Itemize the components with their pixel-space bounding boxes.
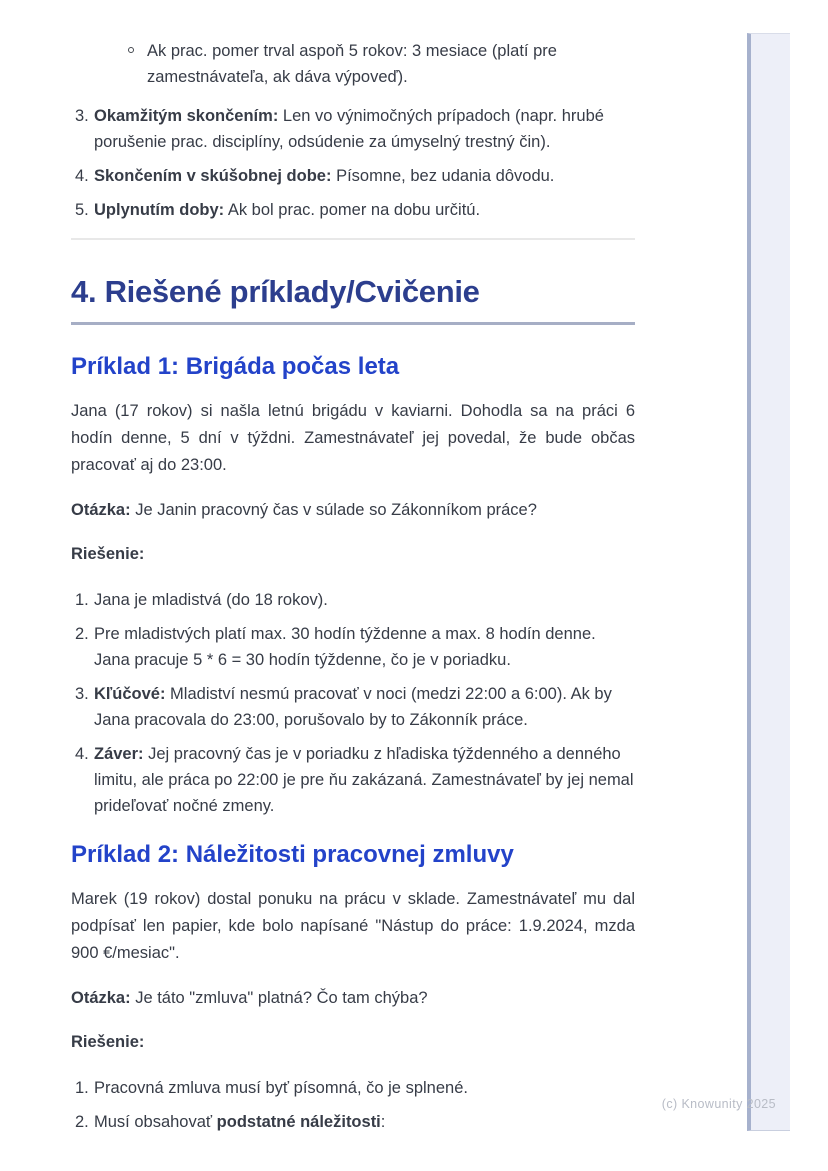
- list-item-text: Uplynutím doby: Ak bol prac. pomer na dobu určitú.: [94, 201, 481, 219]
- notice-period-sublist: [71, 38, 635, 90]
- question-text: Je Janin pracovný čas v súlade so Zákonníkom práce?: [130, 501, 537, 519]
- list-item-number: 1.: [75, 591, 89, 609]
- document-content: [71, 38, 635, 1135]
- example2-solution-label: [71, 1029, 635, 1056]
- list-item: [71, 621, 635, 673]
- section-heading: 4. Riešené príklady/Cvičenie: [71, 272, 635, 325]
- question-label: Otázka:: [71, 989, 131, 1007]
- solution-label: Riešenie:: [71, 545, 145, 563]
- example2-solution-steps: [71, 1075, 635, 1135]
- list-item-number: 4.: [75, 167, 89, 185]
- list-item-text: Pre mladistvých platí max. 30 hodín týždenne a max. 8 hodín denne. Jana pracuje 5 * 6 = 30 hodín týždenne, čo je v poriadku.: [94, 625, 596, 669]
- watermark: (c) Knowunity 2025: [661, 1097, 776, 1111]
- list-item-number: 5.: [75, 201, 89, 219]
- list-item: [71, 681, 635, 733]
- list-item-text: Pracovná zmluva musí byť písomná, čo je splnené.: [94, 1079, 468, 1097]
- question-label: Otázka:: [71, 501, 131, 519]
- list-item: [71, 103, 635, 155]
- list-item-text: Musí obsahovať podstatné náležitosti:: [94, 1113, 386, 1131]
- next-page-edge[interactable]: [747, 33, 790, 1131]
- list-item-text: Záver: Jej pracovný čas je v poriadku z hľadiska týždenného a denného limitu, ale práca po 22:00 je pre ňu zakázaná. Zamestnávateľ by jej nemal prideľovať nočné zmeny.: [94, 745, 634, 815]
- list-item: [71, 741, 635, 819]
- list-item-number: 4.: [75, 745, 89, 763]
- section-divider: [71, 238, 635, 240]
- list-item-text: Skončením v skúšobnej dobe: Písomne, bez udania dôvodu.: [94, 167, 555, 185]
- list-item: [71, 197, 635, 223]
- circle-bullet-icon: [128, 47, 134, 53]
- list-item-number: 3.: [75, 685, 89, 703]
- list-item-number: 2.: [75, 625, 89, 643]
- example1-solution-steps: [71, 587, 635, 819]
- list-item: [71, 1109, 635, 1135]
- example2-paragraph: Marek (19 rokov) dostal ponuku na prácu v sklade. Zamestnávateľ mu dal podpísať len papier, kde bolo napísané "Nástup do práce: 1.9.2024, mzda 900 €/mesiac".: [71, 890, 635, 962]
- question-text: Je táto "zmluva" platná? Čo tam chýba?: [130, 989, 428, 1007]
- list-item: [71, 38, 635, 90]
- list-item-number: 2.: [75, 1113, 89, 1131]
- example1-heading: Príklad 1: Brigáda počas leta: [71, 353, 400, 380]
- list-item-text: Ak prac. pomer trval aspoň 5 rokov: 3 mesiace (platí pre zamestnávateľa, ak dáva výpoveď).: [147, 42, 557, 86]
- example2-heading: Príklad 2: Náležitosti pracovnej zmluvy: [71, 841, 514, 868]
- list-item-number: 1.: [75, 1079, 89, 1097]
- example2-question: [71, 985, 635, 1012]
- list-item: [71, 587, 635, 613]
- list-item-text: Jana je mladistvá (do 18 rokov).: [94, 591, 328, 609]
- list-item: [71, 1075, 635, 1101]
- list-item-text: Kľúčové: Mladiství nesmú pracovať v noci (medzi 22:00 a 6:00). Ak by Jana pracovala do 23:00, porušovalo by to Zákonník práce.: [94, 685, 612, 729]
- example1-solution-label: [71, 541, 635, 568]
- termination-methods-list: [71, 103, 635, 223]
- list-item-text: Okamžitým skončením: Len vo výnimočných prípadoch (napr. hrubé porušenie prac. disciplíny, odsúdenie za úmyselný trestný čin).: [94, 107, 604, 151]
- example1-paragraph: Jana (17 rokov) si našla letnú brigádu v kaviarni. Dohodla sa na práci 6 hodín denne, 5 dní v týždni. Zamestnávateľ jej povedal, že bude občas pracovať aj do 23:00.: [71, 402, 635, 474]
- example1-question: [71, 497, 635, 524]
- solution-label: Riešenie:: [71, 1033, 145, 1051]
- list-item-number: 3.: [75, 107, 89, 125]
- list-item: [71, 163, 635, 189]
